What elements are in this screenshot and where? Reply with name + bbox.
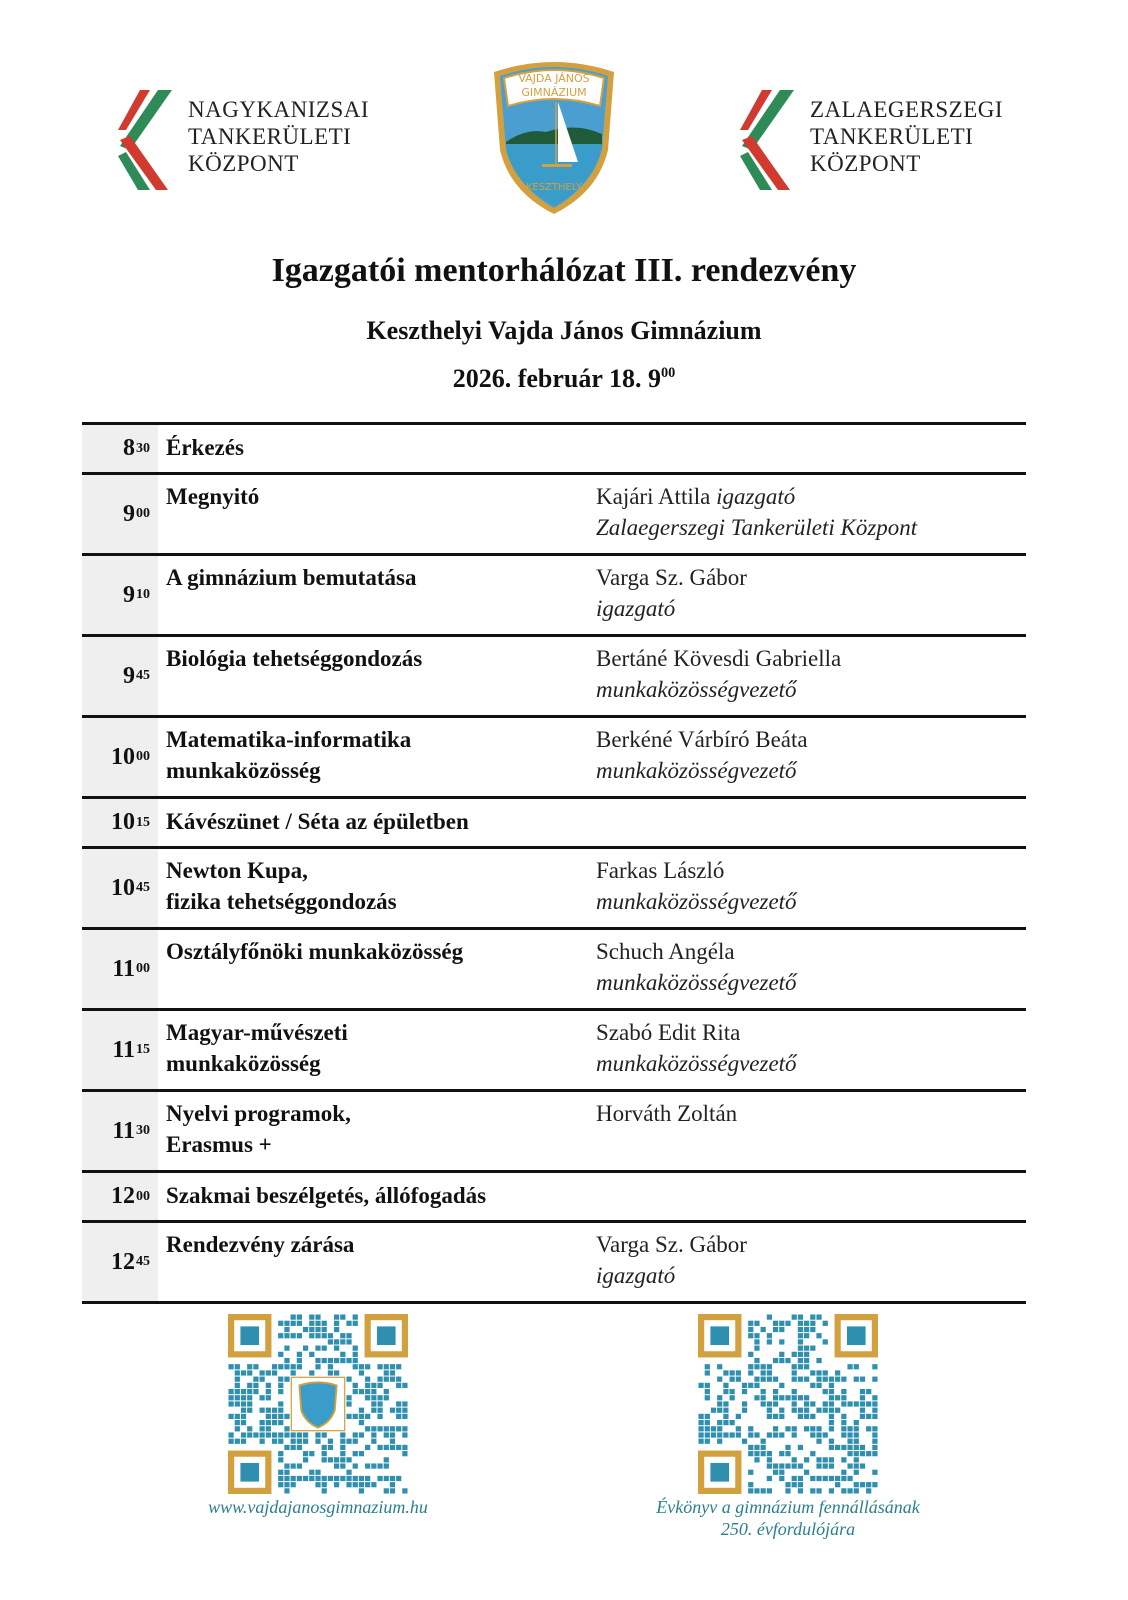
speaker-line [596,593,1026,624]
activity-cell [158,799,590,846]
speaker-line [596,643,1026,674]
time-cell: 9 00 [82,475,158,553]
speaker-line [596,886,1026,917]
speaker-role: munkaközösségvezető [596,889,797,914]
time-cell: 12 45 [82,1223,158,1301]
activity-line: Magyar-művészeti [166,1020,348,1045]
time-cell: 8 30 [82,425,158,472]
time-hour: 11 [112,955,135,982]
caption-line: Évkönyv a gimnázium fennállásának [656,1497,920,1517]
speaker-name: Farkas László [596,858,725,883]
time-cell: 10 45 [82,849,158,927]
schedule-row [82,846,1026,927]
caption-line: www.vajdajanosgimnazium.hu [208,1497,428,1517]
school-crest-icon [486,58,622,218]
time-cell: 11 15 [82,1011,158,1089]
time-cell: 12 00 [82,1173,158,1220]
speaker-cell [590,930,1026,1008]
activity-cell [158,930,590,1008]
time-cell: 11 00 [82,930,158,1008]
time-cell: 10 00 [82,718,158,796]
speaker-cell [590,1092,1026,1170]
speaker-cell [590,1223,1026,1301]
logo-line: NAGYKANIZSAI [188,97,370,122]
logo-line: TANKERÜLETI [188,124,352,149]
schedule-row [82,472,1026,553]
speaker-role: munkaközösségvezető [596,758,797,783]
speaker-cell [590,637,1026,715]
event-date-minutes: 00 [660,365,676,381]
activity-cell [158,718,590,796]
time-hour: 10 [111,874,135,901]
speaker-line [596,855,1026,886]
time-hour: 9 [123,581,135,608]
zalaegerszegi-tankeruleti-logo [740,90,1010,190]
activity-cell [158,556,590,634]
speaker-name: Varga Sz. Gábor [596,1232,747,1257]
activity-line: Kávészünet / Séta az épületben [166,809,469,834]
activity-cell [158,849,590,927]
activity-line: Megnyitó [166,484,260,509]
time-hour: 9 [123,662,135,689]
speaker-line [596,936,1026,967]
schedule-row [82,422,1026,472]
speaker-line [596,1048,1026,1079]
activity-cell [158,1223,590,1301]
activity-line: Rendezvény zárása [166,1232,355,1257]
crest-top-text: GIMNÁZIUM [521,86,587,99]
time-cell: 10 15 [82,799,158,846]
speaker-role: munkaközösségvezető [596,1051,797,1076]
speaker-name: Szabó Edit Rita [596,1020,741,1045]
speaker-cell [590,799,1026,846]
speaker-cell [590,475,1026,553]
speaker-name: Bertáné Kövesdi Gabriella [596,646,842,671]
schedule-row [82,927,1026,1008]
speaker-role: igazgató [716,484,796,509]
venue-title: Keszthelyi Vajda János Gimnázium [366,316,762,345]
speaker-role: munkaközösségvezető [596,677,797,702]
speaker-line [596,562,1026,593]
nagykanizsai-tankeruleti-logo [118,90,378,190]
activity-cell [158,475,590,553]
speaker-cell [590,849,1026,927]
speaker-line [596,481,1026,512]
time-hour: 12 [111,1248,135,1275]
crest-top-text: VAJDA JÁNOS [518,72,590,85]
time-cell: 9 10 [82,556,158,634]
time-hour: 9 [123,500,135,527]
time-hour: 11 [112,1036,135,1063]
time-hour: 12 [111,1183,135,1209]
schedule-row [82,796,1026,846]
speaker-role: igazgató [596,1263,676,1288]
activity-line: A gimnázium bemutatása [166,565,417,590]
speaker-line [596,1260,1026,1291]
activity-line: Érkezés [166,435,244,460]
caption-line: 250. évfordulójára [720,1519,856,1539]
logo-line: TANKERÜLETI [810,124,974,149]
speaker-cell [590,718,1026,796]
time-hour: 8 [123,435,135,461]
activity-cell [158,1092,590,1170]
activity-line: munkaközösség [166,758,321,783]
tankeruleti-k-logo-icon [740,90,802,190]
qr-code-icon [698,1314,878,1494]
activity-line: Nyelvi programok, [166,1101,351,1126]
activity-line: Szakmai beszélgetés, állófogadás [166,1183,487,1208]
speaker-name: Berkéné Várbíró Beáta [596,727,808,752]
speaker-line [596,755,1026,786]
activity-line: Matematika-informatika [166,727,412,752]
speaker-line [596,967,1026,998]
schedule-table [82,422,1026,1304]
time-hour: 10 [111,809,135,835]
speaker-cell [590,1173,1026,1220]
logo-line: ZALAEGERSZEGI [810,97,1004,122]
speaker-line [596,512,1026,543]
speaker-role: igazgató [596,596,676,621]
schedule-row [82,1170,1026,1220]
schedule-row [82,634,1026,715]
activity-line: fizika tehetséggondozás [166,889,397,914]
time-hour: 10 [111,743,135,770]
activity-cell [158,425,590,472]
speaker-line [596,674,1026,705]
speaker-line [596,1098,1026,1129]
speaker-cell [590,425,1026,472]
page-title: Igazgatói mentorhálózat III. rendezvény [271,252,857,289]
speaker-name: Kajári Attila [596,484,717,509]
tankeruleti-k-logo-icon [118,90,180,190]
qr-code-icon [228,1314,408,1494]
schedule-row [82,553,1026,634]
speaker-line [596,724,1026,755]
event-date [0,364,1128,394]
speaker-name: Varga Sz. Gábor [596,565,747,590]
activity-line: Biológia tehetséggondozás [166,646,423,671]
event-date-text: 2026. február 18. 9 [452,364,661,393]
time-cell: 11 30 [82,1092,158,1170]
schedule-row [82,1008,1026,1089]
time-cell: 9 45 [82,637,158,715]
activity-cell [158,637,590,715]
activity-line: Newton Kupa, [166,858,308,883]
speaker-name: Schuch Angéla [596,939,735,964]
speaker-line [596,1017,1026,1048]
speaker-cell [590,1011,1026,1089]
speaker-role: munkaközösségvezető [596,970,797,995]
schedule-row [82,1220,1026,1304]
speaker-role: Zalaegerszegi Tankerületi Központ [596,515,918,540]
website-caption [168,1496,468,1518]
activity-cell [158,1173,590,1220]
activity-line: munkaközösség [166,1051,321,1076]
speaker-name: Horváth Zoltán [596,1101,738,1126]
speaker-cell [590,556,1026,634]
schedule-row [82,715,1026,796]
logo-line: KÖZPONT [188,151,299,176]
speaker-line [596,1229,1026,1260]
activity-cell [158,1011,590,1089]
crest-bottom-text: KESZTHELY [525,182,583,193]
time-hour: 11 [112,1117,135,1144]
activity-line: Osztályfőnöki munkaközösség [166,939,464,964]
activity-line: Erasmus + [166,1132,272,1157]
schedule-row [82,1089,1026,1170]
yearbook-caption [610,1496,966,1540]
logo-line: KÖZPONT [810,151,921,176]
